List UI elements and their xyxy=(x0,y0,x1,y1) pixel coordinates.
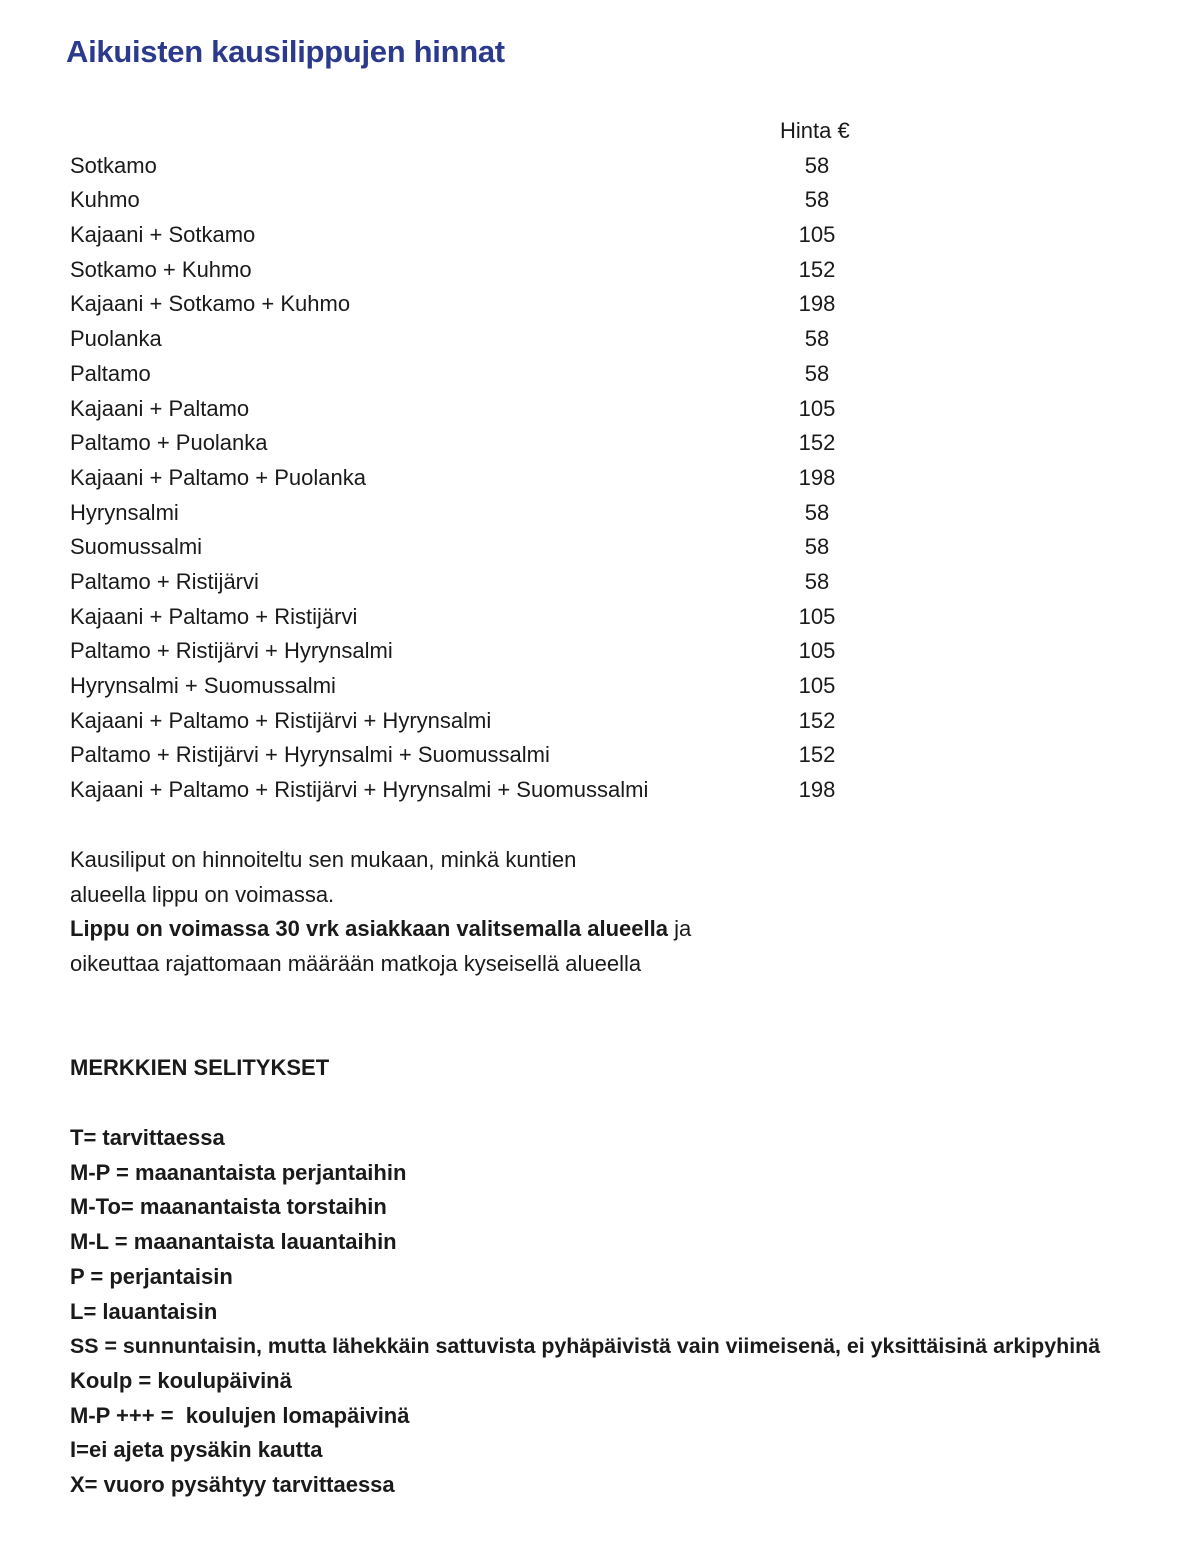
area-name: Kajaani + Paltamo + Ristijärvi + Hyrynsalmi + Suomussalmi xyxy=(70,777,649,803)
price-value: 105 xyxy=(798,638,836,664)
area-name: Kajaani + Paltamo + Ristijärvi + Hyrynsalmi xyxy=(70,707,492,733)
legend-item: M-P +++ = koulujen lomapäivinä xyxy=(70,1402,410,1428)
legend-item: SS = sunnuntaisin, mutta lähekkäin sattuvista pyhäpäivistä vain viimeisenä, ei yksittäisinä arkipyhinä xyxy=(70,1334,1101,1359)
price-value: 58 xyxy=(804,568,830,594)
table-row xyxy=(70,183,870,218)
note-line: alueella lippu on voimassa. xyxy=(70,881,335,907)
table-row xyxy=(70,392,870,427)
price-value: 58 xyxy=(804,534,830,560)
note-line: Kausiliput on hinnoiteltu sen mukaan, minkä kuntien xyxy=(70,847,577,872)
price-value: 105 xyxy=(798,603,836,629)
note-line: oikeuttaa rajattomaan määrään matkoja kyseisellä alueella xyxy=(70,951,642,977)
legend-item: X= vuoro pysähtyy tarvittaessa xyxy=(70,1472,395,1498)
table-row xyxy=(70,600,870,635)
legend-item: I=ei ajeta pysäkin kautta xyxy=(70,1437,323,1463)
legend-title: MERKKIEN SELITYKSET xyxy=(70,1055,330,1080)
note-line-rest: ja xyxy=(668,916,692,942)
area-name: Suomussalmi xyxy=(70,534,203,560)
price-value: 152 xyxy=(798,256,836,282)
table-row xyxy=(70,357,870,392)
area-name: Paltamo + Ristijärvi + Hyrynsalmi xyxy=(70,638,393,664)
area-name: Sotkamo xyxy=(70,152,157,178)
area-name: Kajaani + Paltamo xyxy=(70,395,250,421)
price-column-header: Hinta € xyxy=(780,118,850,143)
area-name: Paltamo + Puolanka xyxy=(70,430,268,456)
price-value: 58 xyxy=(804,326,830,352)
price-value: 152 xyxy=(798,430,836,456)
table-row xyxy=(70,530,870,565)
area-name: Paltamo xyxy=(70,360,151,386)
table-row xyxy=(70,704,870,739)
price-value: 58 xyxy=(804,360,830,386)
price-value: 58 xyxy=(804,499,830,525)
area-name: Kajaani + Paltamo + Puolanka xyxy=(70,464,366,490)
price-value: 198 xyxy=(798,291,836,317)
table-row xyxy=(70,738,870,773)
price-table xyxy=(70,114,870,808)
table-row xyxy=(70,426,870,461)
price-value: 105 xyxy=(798,673,836,698)
legend-item: L= lauantaisin xyxy=(70,1298,218,1324)
legend-item: Koulp = koulupäivinä xyxy=(70,1367,292,1393)
note-emphasis: Lippu on voimassa 30 vrk asiakkaan valitsemalla alueella xyxy=(70,916,668,942)
price-table-body xyxy=(70,149,870,808)
area-name: Kajaani + Sotkamo xyxy=(70,222,256,248)
price-value: 152 xyxy=(798,742,836,768)
price-value: 105 xyxy=(798,395,836,421)
table-row xyxy=(70,634,870,669)
area-name: Paltamo + Ristijärvi + Hyrynsalmi + Suomussalmi xyxy=(70,742,550,768)
price-value: 198 xyxy=(798,464,836,490)
table-row xyxy=(70,322,870,357)
price-value: 58 xyxy=(804,152,830,178)
area-name: Hyrynsalmi xyxy=(70,499,179,525)
table-row xyxy=(70,218,870,253)
table-row xyxy=(70,253,870,288)
table-row xyxy=(70,669,870,704)
legend-item: M-P = maanantaista perjantaihin xyxy=(70,1159,407,1185)
legend-item: T= tarvittaessa xyxy=(70,1125,225,1150)
price-value: 198 xyxy=(798,777,836,803)
table-row xyxy=(70,773,870,808)
legend-item: P = perjantaisin xyxy=(70,1263,233,1289)
area-name: Hyrynsalmi + Suomussalmi xyxy=(70,673,336,698)
table-row xyxy=(70,287,870,322)
table-row xyxy=(70,461,870,496)
page-title: Aikuisten kausilippujen hinnat xyxy=(66,34,505,69)
area-name: Kajaani + Sotkamo + Kuhmo xyxy=(70,291,351,317)
area-name: Kuhmo xyxy=(70,187,140,213)
area-name: Puolanka xyxy=(70,326,162,352)
area-name: Paltamo + Ristijärvi xyxy=(70,568,259,594)
price-value: 58 xyxy=(804,187,830,213)
pricing-note xyxy=(70,843,830,982)
legend-item: M-L = maanantaista lauantaihin xyxy=(70,1229,397,1255)
area-name: Kajaani + Paltamo + Ristijärvi xyxy=(70,603,358,629)
note-line xyxy=(70,912,830,947)
area-name: Sotkamo + Kuhmo xyxy=(70,256,252,282)
price-value: 152 xyxy=(798,707,836,733)
table-row xyxy=(70,496,870,531)
legend-list xyxy=(70,1121,1100,1503)
price-table-header xyxy=(70,114,870,149)
price-value: 105 xyxy=(798,222,836,248)
table-row xyxy=(70,149,870,184)
table-row xyxy=(70,565,870,600)
legend-item: M-To= maanantaista torstaihin xyxy=(70,1194,387,1220)
